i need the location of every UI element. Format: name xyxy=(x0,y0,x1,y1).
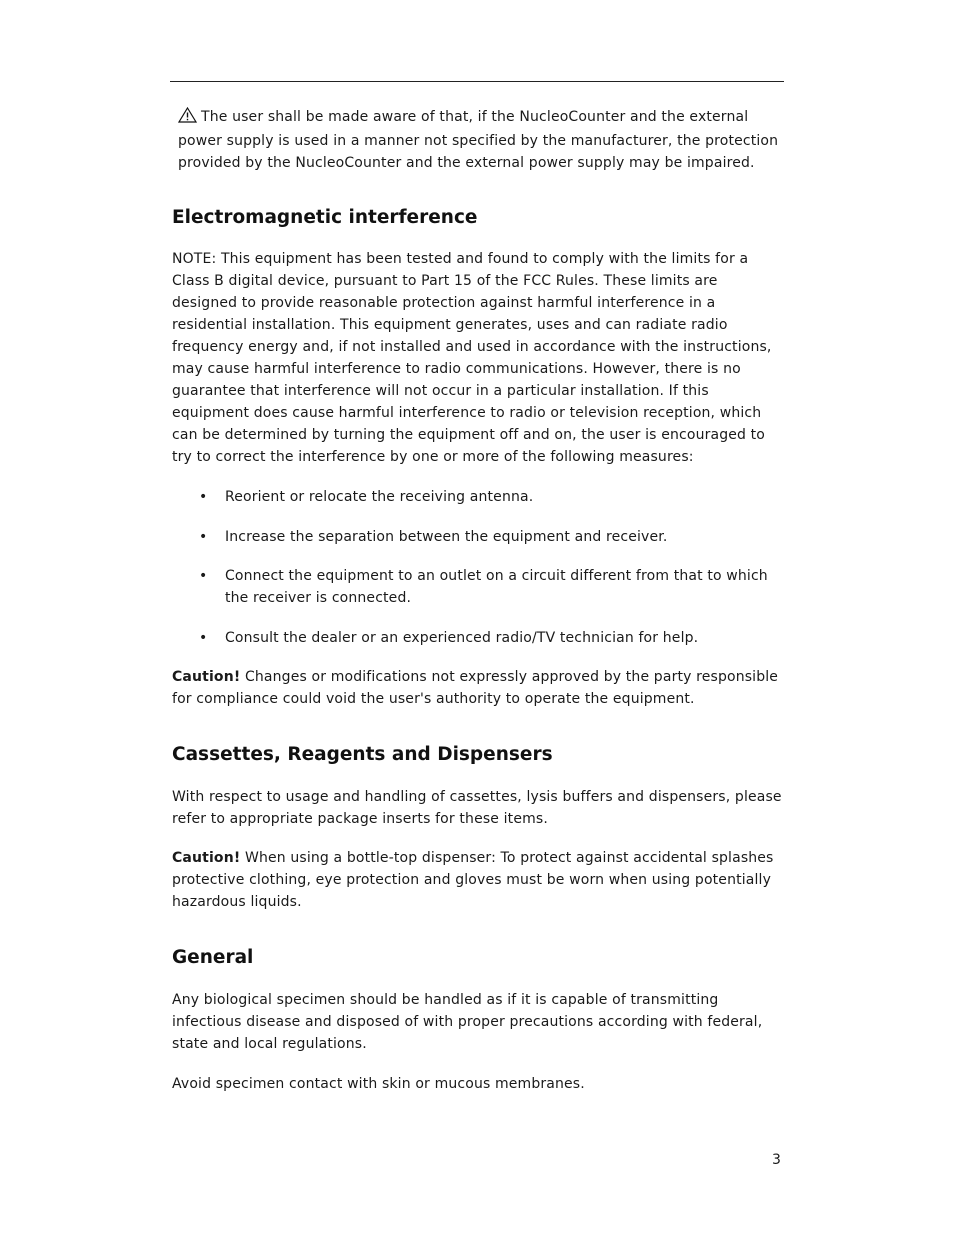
heading-electromagnetic-interference: Electromagnetic interference xyxy=(172,207,478,228)
heading-general: General xyxy=(172,947,254,968)
list-item-text: Connect the equipment to an outlet on a circuit different from that to which the receiver is connected. xyxy=(225,568,768,606)
emi-caution-paragraph xyxy=(172,666,784,710)
cassettes-paragraph: With respect to usage and handling of cassettes, lysis buffers and dispensers, please refer to appropriate package inserts for these items. xyxy=(172,789,782,827)
warning-text: The user shall be made aware of that, if the NucleoCounter and the external power supply is used in a manner not specified by the manufacturer, the protection provided by the NucleoCounter and the external power supply may be impaired. xyxy=(178,109,779,171)
list-item-text: Reorient or relocate the receiving antenna. xyxy=(225,489,534,505)
cassettes-caution-paragraph xyxy=(172,847,784,913)
general-paragraph-2: Avoid specimen contact with skin or mucous membranes. xyxy=(172,1076,585,1092)
page-number: 3 xyxy=(772,1152,781,1168)
caution-text: Changes or modifications not expressly approved by the party responsible for compliance could void the user's authority to operate the equipment. xyxy=(172,669,779,707)
warning-triangle-icon xyxy=(178,107,197,130)
emi-note-paragraph: NOTE: This equipment has been tested and found to comply with the limits for a Class B digital device, pursuant to Part 15 of the FCC Rules. These limits are designed to provide reasonable protection against harmful interference in a residential installation. This equipment generates, uses and can radiate radio frequency energy and, if not installed and used in accordance with the instructions, may cause harmful interference to radio communications. However, there is no guarantee that interference will not occur in a particular installation. If this equipment does cause harmful interference to radio or television reception, which can be determined by turning the equipment off and on, the user is encouraged to try to correct the interference by one or more of the following measures: xyxy=(172,251,772,465)
warning-paragraph xyxy=(178,106,784,174)
caution-label: Caution! xyxy=(172,669,241,685)
bullet-icon: • xyxy=(199,489,208,505)
bullet-icon: • xyxy=(199,529,208,545)
bullet-icon: • xyxy=(199,630,208,646)
caution-label: Caution! xyxy=(172,850,241,866)
list-item-text: Consult the dealer or an experienced radio/TV technician for help. xyxy=(225,630,699,646)
caution-text: When using a bottle-top dispenser: To protect against accidental splashes protective clothing, eye protection and gloves must be worn when using potentially hazardous liquids. xyxy=(172,850,774,910)
heading-cassettes-reagents-dispensers: Cassettes, Reagents and Dispensers xyxy=(172,744,553,765)
general-paragraph-1: Any biological specimen should be handled as if it is capable of transmitting infectious disease and disposed of with proper precautions according with federal, state and local regulations. xyxy=(172,992,763,1052)
bullet-icon: • xyxy=(199,568,208,584)
header-rule xyxy=(170,81,784,82)
list-item-text: Increase the separation between the equipment and receiver. xyxy=(225,529,668,545)
